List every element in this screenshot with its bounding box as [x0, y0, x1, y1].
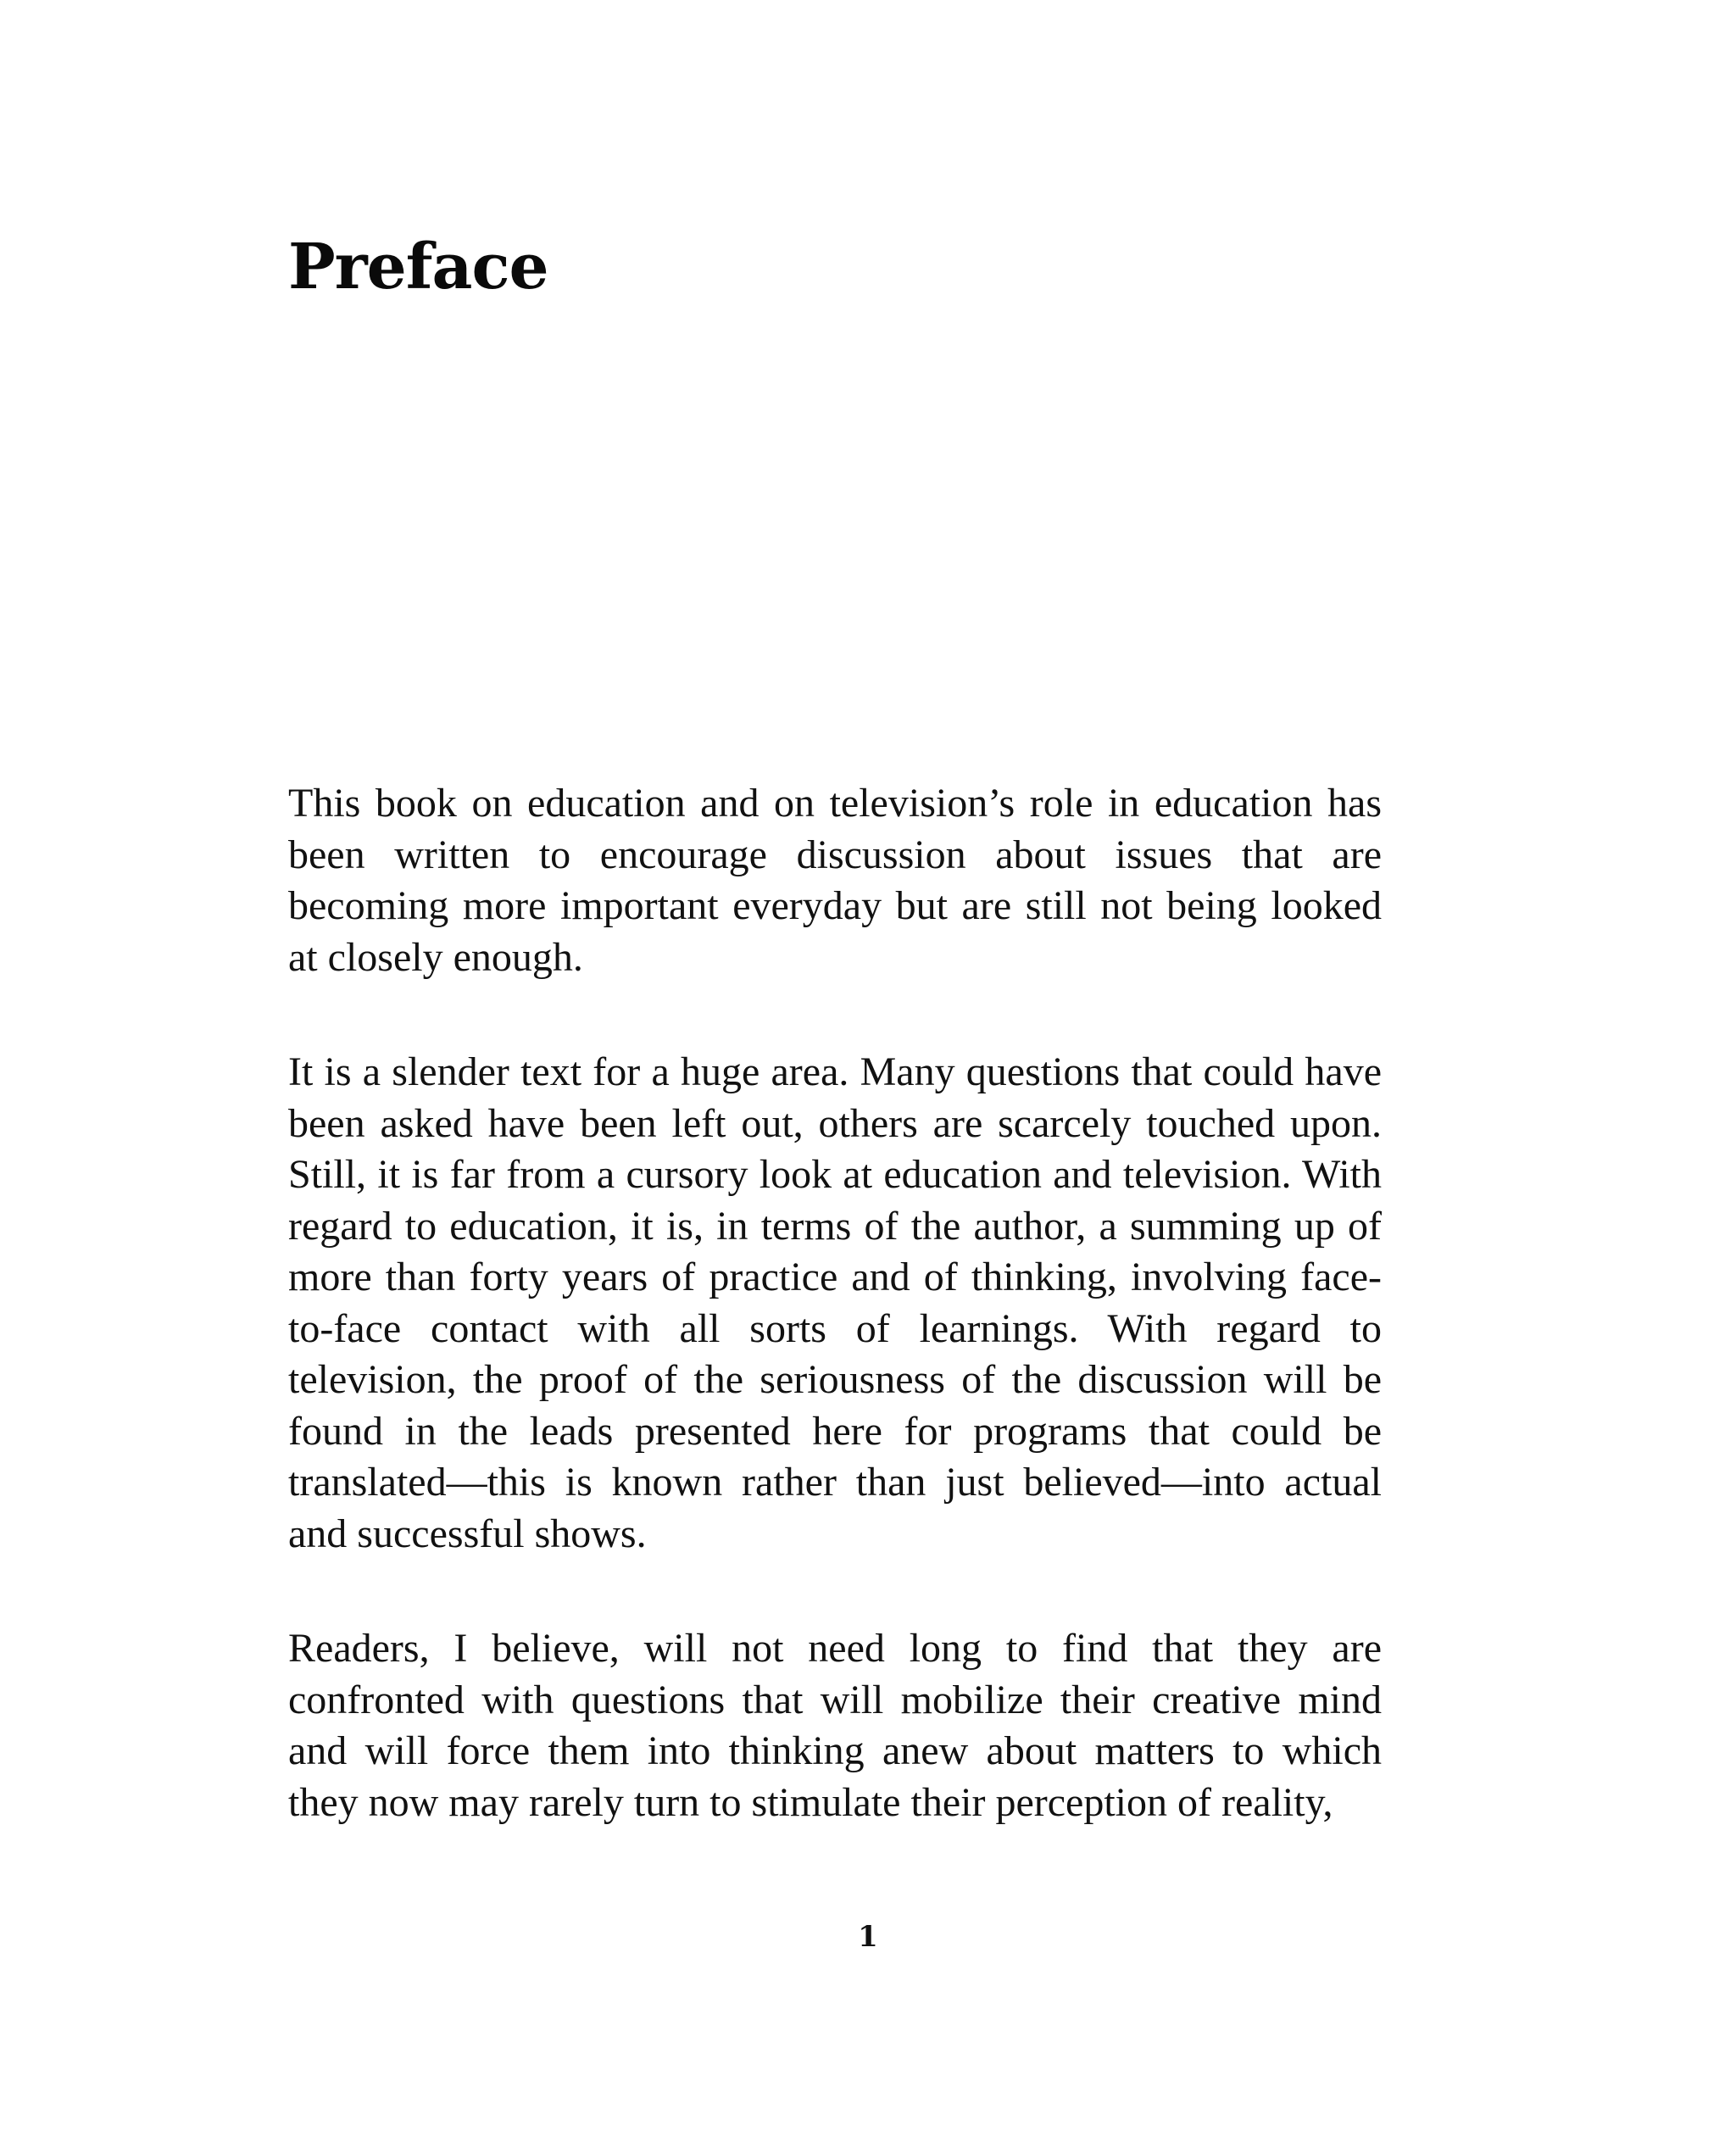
page-number: 1 — [858, 1920, 878, 1954]
paragraph-2: It is a slender text for a huge area. Many questions that could have been asked have been left out, others are scarcely touched upon. Still, it is far from a cursory look at education and television. With regard to education, it is, in terms of the author, a summing up of more than forty years of practice and of thinking, involving face-to-face contact with all sorts of learnings. With regard to television, the proof of the seriousness of the discussion will be found in the leads presented here for programs that could be translated—this is known rather than just believed—into actual and successful shows. — [288, 1049, 1382, 1556]
paragraph-3: Readers, I believe, will not need long to find that they are confronted with questions that will mobilize their creative mind and will force them into thinking anew about matters to which they now may rarely turn to stimulate their perception of reality, — [288, 1626, 1382, 1825]
paragraph-1: This book on education and on television’s role in education has been written to encourage discussion about issues that are becoming more important everyday but are still not being looked at closely enough. — [288, 781, 1382, 980]
page-title: Preface — [288, 231, 548, 303]
body-text — [288, 778, 1382, 1828]
